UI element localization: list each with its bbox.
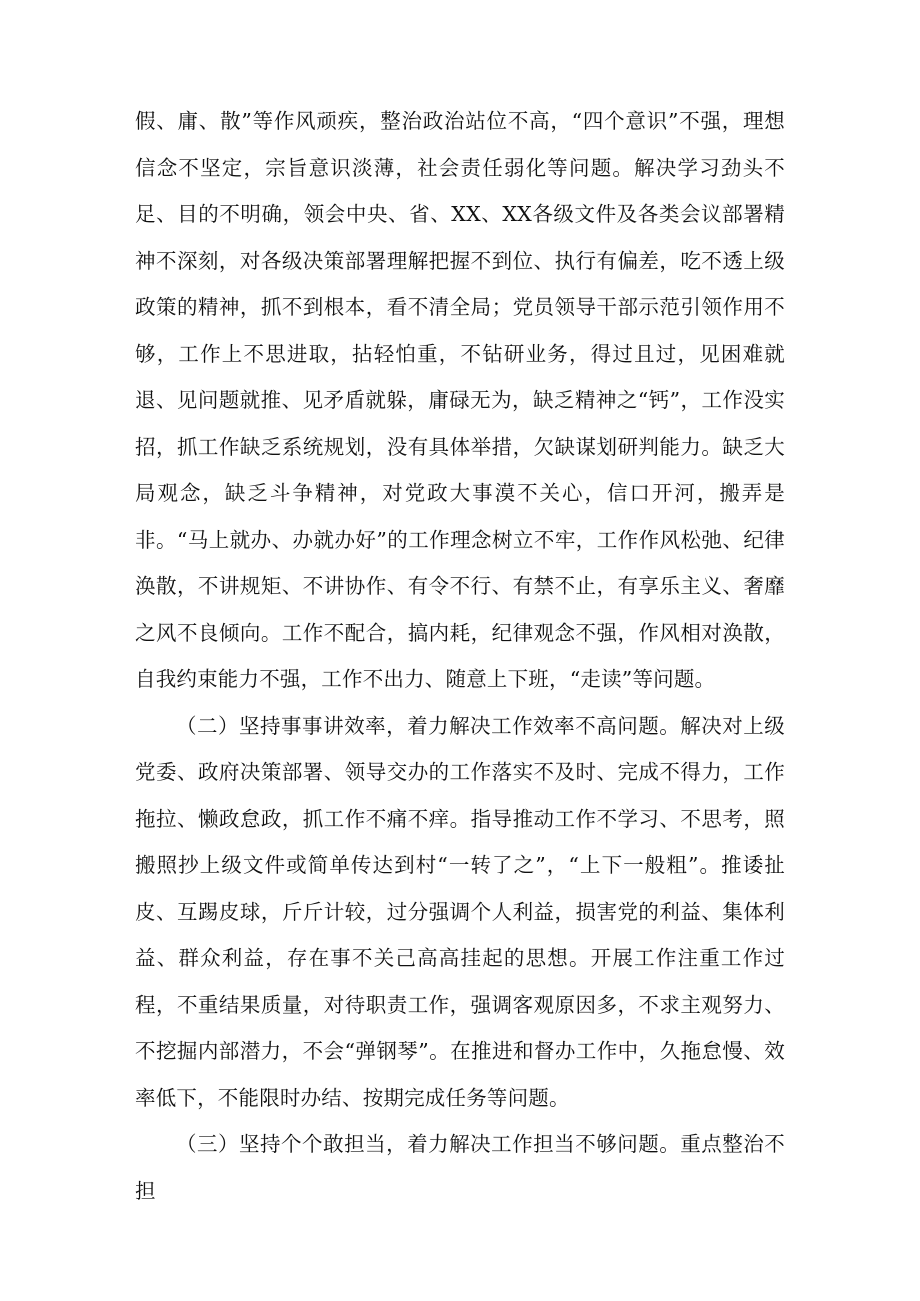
paragraph-continued: 假、庸、散”等作风顽疾，整治政治站位不高，“四个意识”不强，理想信念不坚定，宗旨意识淡薄，社会责任弱化等问题。解决学习劲头不足、目的不明确，领会中央、省、XX、XX各级文件及各类会议部署精神不深刻，对各级决策部署理解把握不到位、执行有偏差，吃不透上级政策的精神，抓不到根本，看不清全局；党员领导干部示范引领作用不够，工作上不思进取，拈轻怕重，不钻研业务，得过且过，见困难就退、见问题就推、见矛盾就躲，庸碌无为，缺乏精神之“钙”，工作没实招，抓工作缺乏系统规划，没有具体举措，欠缺谋划研判能力。缺乏大局观念，缺乏斗争精神，对党政大事漠不关心，信口开河，搬弄是非。“马上就办、办就办好”的工作理念树立不牢，工作作风松弛、纪律涣散，不讲规矩、不讲协作、有令不行、有禁不止，有享乐主义、奢靡之风不良倾向。工作不配合，搞内耗，纪律观念不强，作风相对涣散，自我约束能力不强，工作不出力、随意上下班，“走读”等问题。 (135, 109, 785, 691)
document-body (135, 98, 785, 1214)
paragraph-section-two: （二）坚持事事讲效率，着力解决工作效率不高问题。解决对上级党委、政府决策部署、领导交办的工作落实不及时、完成不得力，工作拖拉、懒政怠政，抓工作不痛不痒。指导推动工作不学习、不思考，照搬照抄上级文件或简单传达到村“一转了之”，“上下一般粗”。推诿扯皮、互踢皮球，斤斤计较，过分强调个人利益，损害党的利益、集体利益、群众利益，存在事不关己高高挂起的思想。开展工作注重工作过程，不重结果质量，对待职责工作，强调客观原因多，不求主观努力、不挖掘内部潜力，不会“弹钢琴”。在推进和督办工作中，久拖怠慢、效率低下，不能限时办结、按期完成任务等问题。 (135, 713, 785, 1110)
paragraph-section-three: （三）坚持个个敢担当，着力解决工作担当不够问题。重点整治不担 (135, 1132, 785, 1203)
